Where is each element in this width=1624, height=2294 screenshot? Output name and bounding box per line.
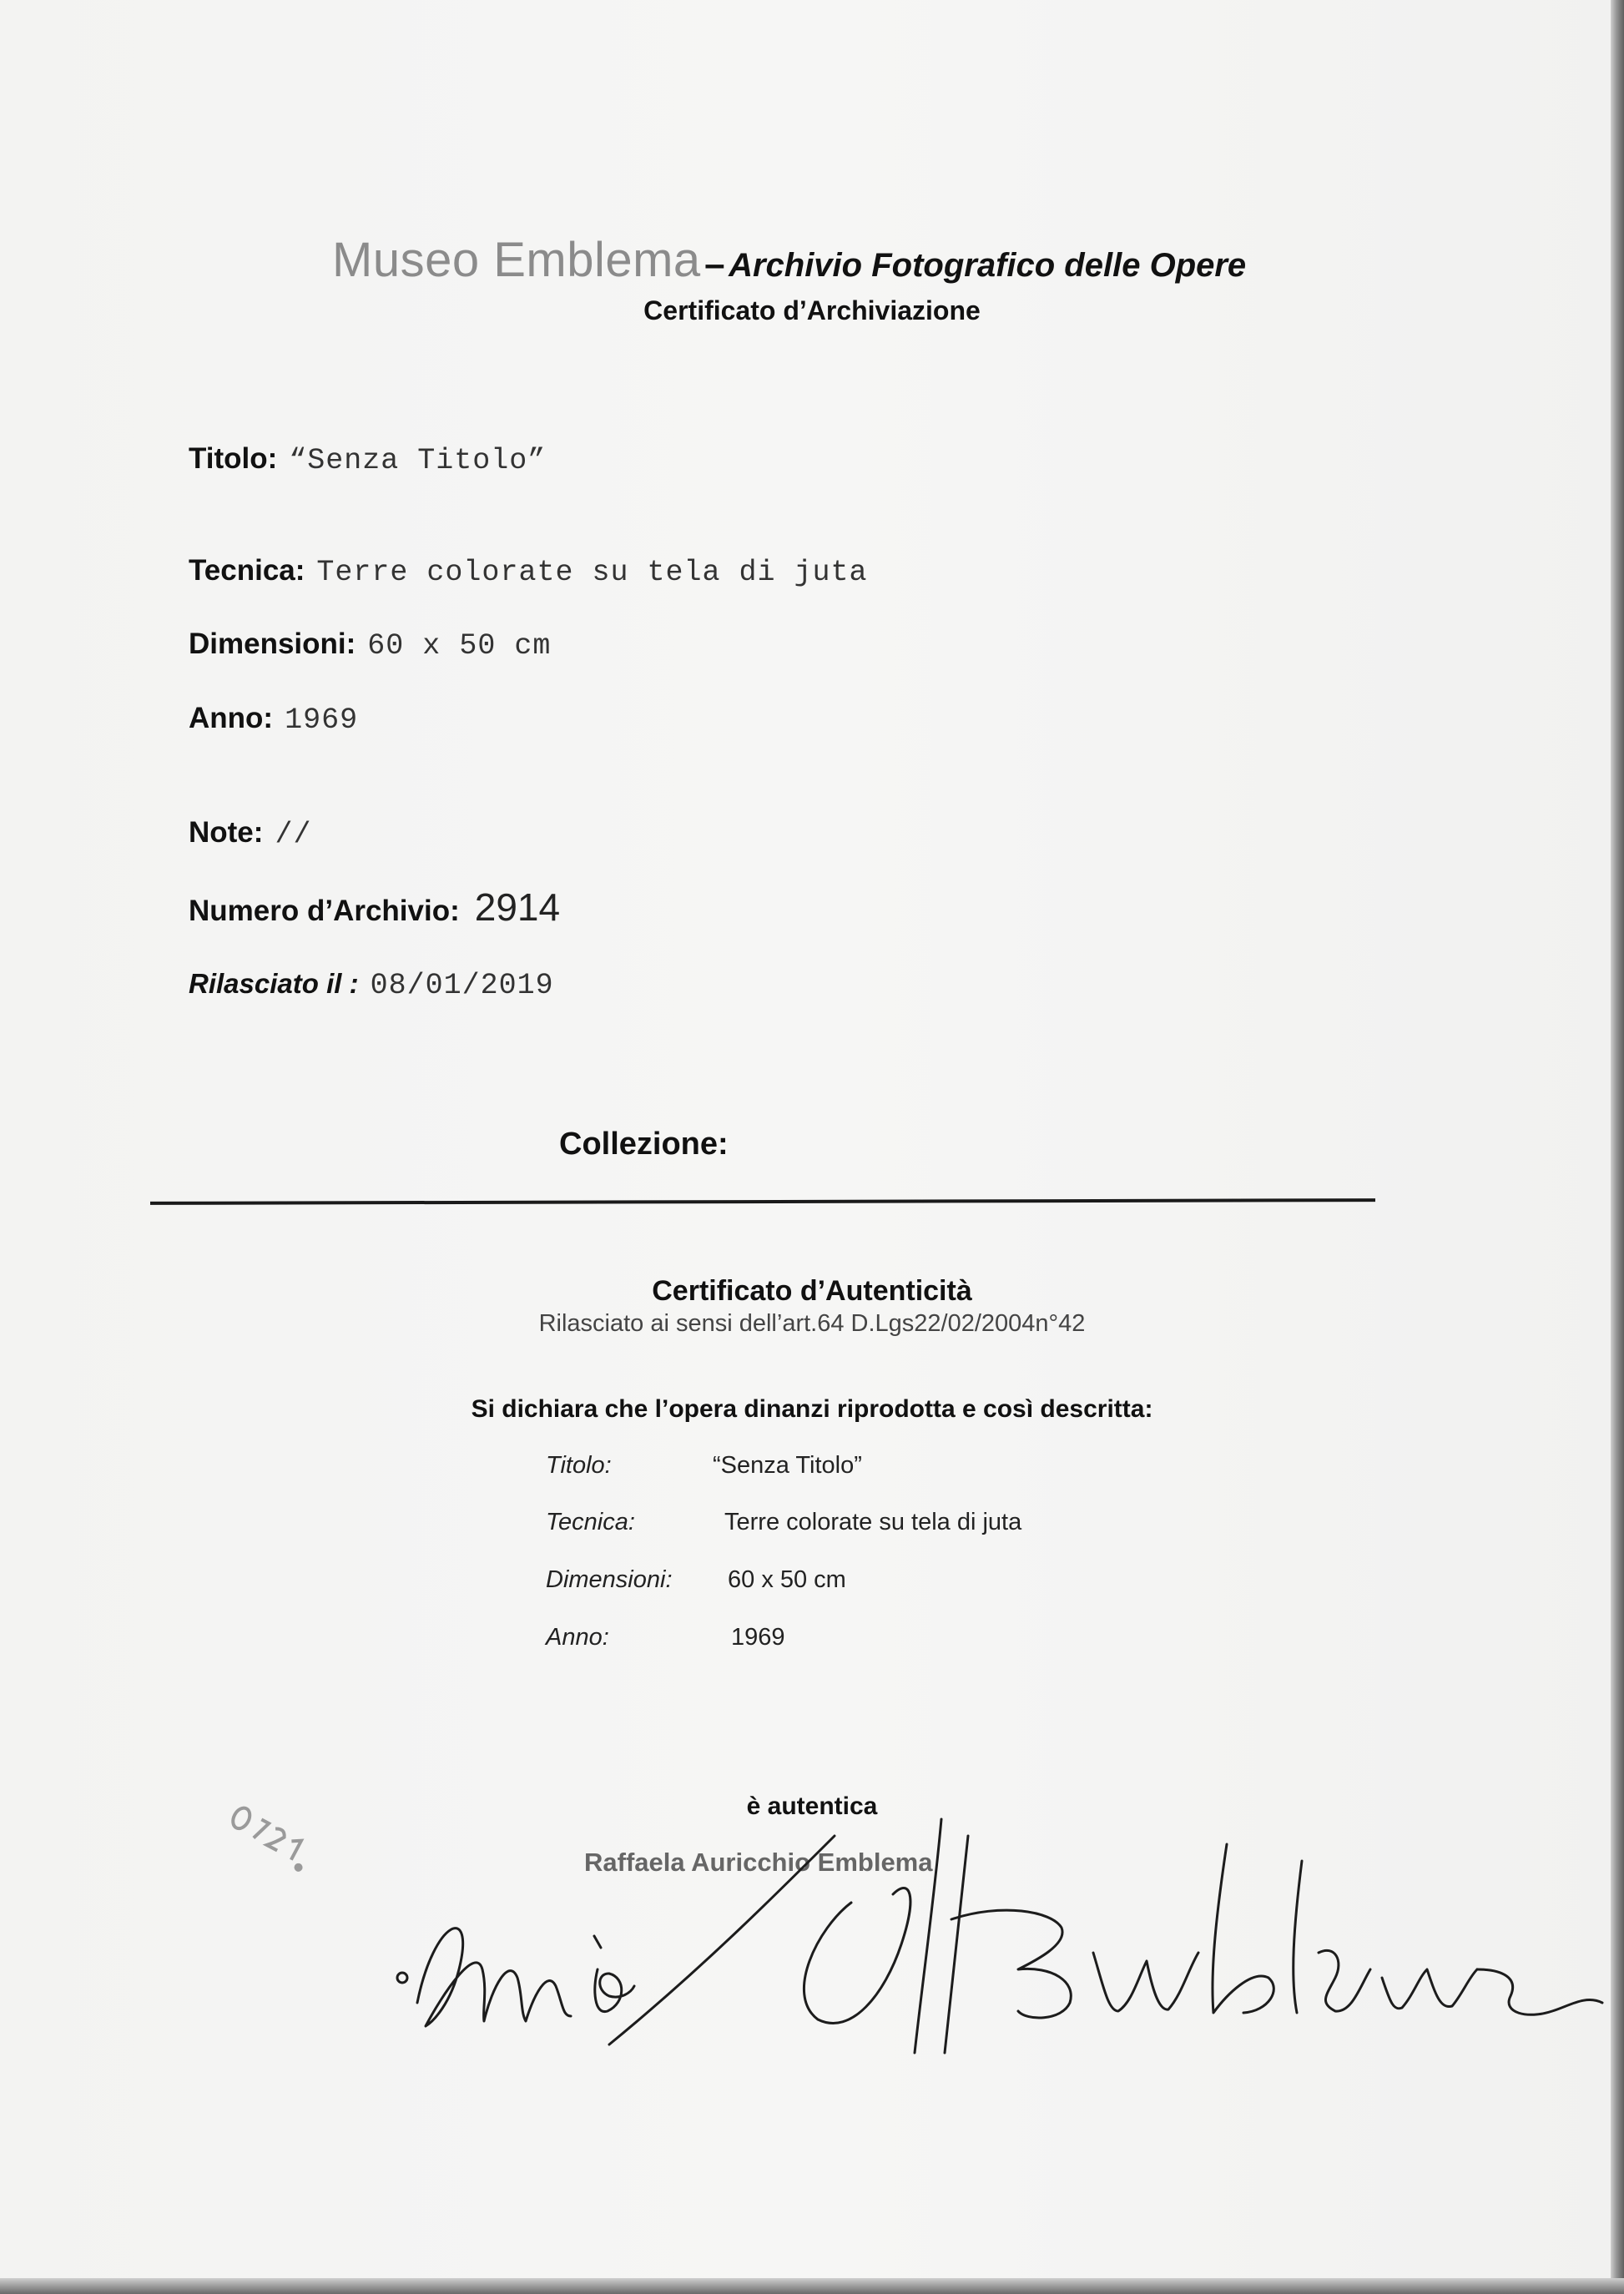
auth-row-label: Anno: xyxy=(546,1624,609,1651)
scan-edge-bottom xyxy=(0,2278,1624,2294)
field-dimensioni xyxy=(189,628,551,663)
field-tecnica xyxy=(189,554,868,589)
authenticity-title: Certificato d’Autenticità xyxy=(652,1275,972,1307)
field-label: Numero d’Archivio: xyxy=(189,895,460,927)
auth-row-value: Terre colorate su tela di juta xyxy=(724,1509,1022,1535)
archive-number: 2914 xyxy=(474,885,561,929)
field-label: Dimensioni: xyxy=(189,628,356,660)
auth-row-label: Dimensioni: xyxy=(546,1566,673,1593)
field-value: // xyxy=(275,818,312,851)
field-numero-archivio xyxy=(189,885,560,930)
field-value: “Senza Titolo” xyxy=(289,444,547,477)
declaration-text: Si dichiara che l’opera dinanzi riprodotta e così descritta: xyxy=(471,1395,1153,1423)
field-label: Note: xyxy=(189,816,264,849)
field-value: Terre colorate su tela di juta xyxy=(316,556,868,589)
field-note xyxy=(189,816,311,851)
scan-edge-right xyxy=(1611,0,1624,2294)
numbering-stamp-icon xyxy=(204,1802,337,1903)
header-dash: – xyxy=(704,244,725,285)
collezione-label: Collezione: xyxy=(559,1127,729,1162)
field-label: Anno: xyxy=(189,702,274,734)
field-rilasciato xyxy=(189,968,554,1002)
field-value: 1969 xyxy=(285,703,359,737)
museum-name: Museo Emblema xyxy=(332,233,701,287)
field-label: Tecnica: xyxy=(189,554,305,587)
field-titolo xyxy=(189,442,546,477)
field-label: Rilasciato il : xyxy=(189,968,359,999)
field-anno xyxy=(189,702,358,737)
field-value: 08/01/2019 xyxy=(370,969,554,1002)
archive-certificate-title: Certificato d’Archiviazione xyxy=(643,295,981,325)
signer-name: Raffaela Auricchio Emblema xyxy=(584,1848,933,1877)
auth-row-label: Titolo: xyxy=(546,1452,612,1479)
auth-row-value: 1969 xyxy=(731,1624,785,1651)
auth-row-label: Tecnica: xyxy=(546,1509,635,1535)
archive-title: Archivio Fotografico delle Opere xyxy=(729,247,1247,284)
handwritten-signature-icon xyxy=(384,1802,1611,2070)
field-value: 60 x 50 cm xyxy=(367,629,552,663)
header xyxy=(332,232,1246,288)
auth-row-value: “Senza Titolo” xyxy=(713,1452,862,1479)
auth-row-value: 60 x 50 cm xyxy=(728,1566,846,1593)
authenticity-subtitle: Rilasciato ai sensi dell’art.64 D.Lgs22/02/2004n°42 xyxy=(538,1310,1086,1337)
field-label: Titolo: xyxy=(189,442,278,475)
authentic-statement: è autentica xyxy=(746,1792,878,1820)
